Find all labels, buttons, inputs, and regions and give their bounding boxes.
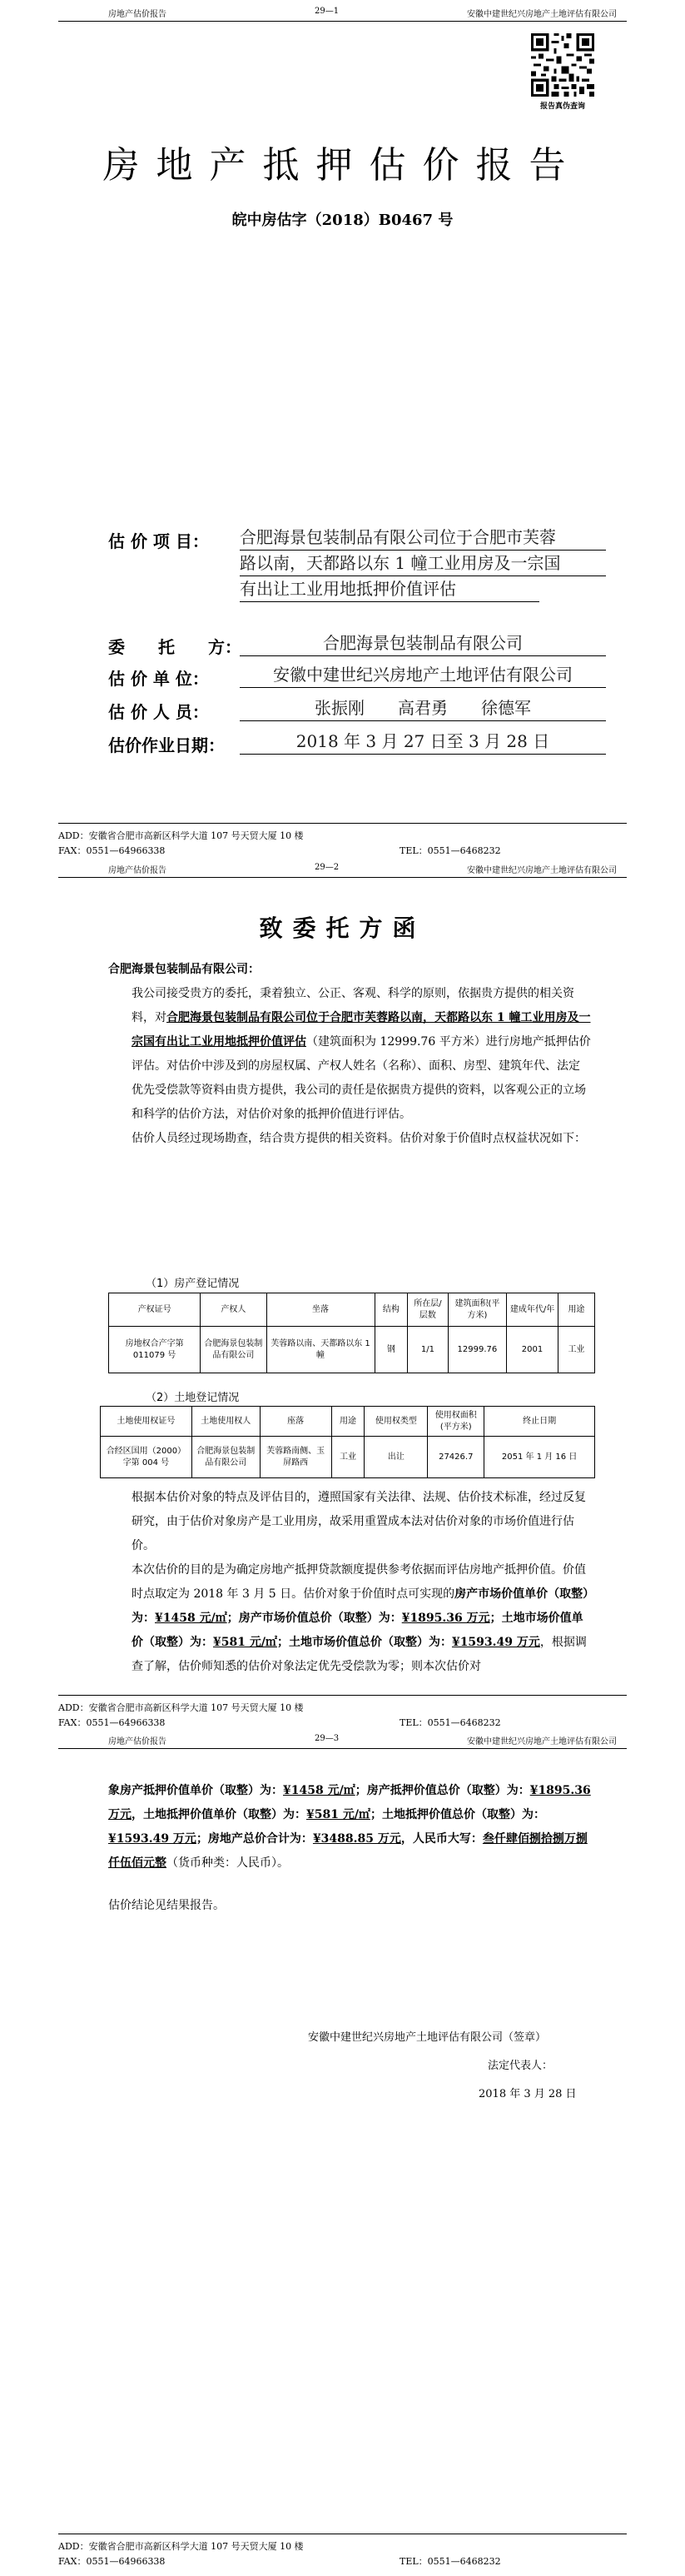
table-header-cell: 产权证号 [109, 1293, 201, 1327]
conclusion-paragraph: 象房产抵押价值单价（取整）为：¥1458 元/㎡；房产抵押价值总价（取整）为：¥1895.36 万元，土地抵押价值单价（取整）为：¥581 元/㎡；土地抵押价值总价（取整）为：¥1593.49 万元；房地产总价合计为：¥3488.85 万元，人民币大写：叁仟肆佰捌拾捌万捌仟伍佰元整（货币种类：人民币）。 估价结论见结果报告。 [108, 1779, 591, 1918]
letter-salutation: 合肥海景包装制品有限公司： [108, 963, 260, 976]
header-page-number: 29—3 [315, 1734, 340, 1743]
table-header-cell: 终止日期 [484, 1407, 595, 1437]
land-registration-table [100, 1406, 595, 1478]
table-cell: 12999.76 [448, 1327, 507, 1373]
project-line: 路以南，天都路以东 1 幢工业用房及一宗国 [240, 551, 606, 576]
header-page-number: 29—2 [315, 863, 340, 872]
qr-caption: 报告真伪查询 [539, 102, 585, 111]
letter-body-continued [108, 1486, 591, 1679]
footer-address: ADD：安徽省合肥市高新区科学大道 107 号天贸大厦 10 楼 [58, 1702, 304, 1713]
table-header-row [109, 1293, 595, 1327]
table-header-cell: 使用权类型 [365, 1407, 428, 1437]
header-page-number: 29—1 [315, 7, 340, 16]
qr-code-icon[interactable] [531, 33, 594, 97]
house-registration-table [108, 1293, 595, 1373]
page-header [58, 2, 627, 22]
footer-address: ADD：安徽省合肥市高新区科学大道 107 号天贸大厦 10 楼 [58, 830, 304, 841]
table-header-cell: 座落 [260, 1407, 331, 1437]
land-table-caption: （2）土地登记情况 [146, 1392, 240, 1404]
value-highlight: 叁仟肆佰捌拾捌万捌仟伍佰元整 [108, 1832, 588, 1870]
table-header-cell: 结构 [375, 1293, 408, 1327]
header-left: 房地产估价报告 [108, 1737, 166, 1746]
page-footer [58, 1695, 627, 1731]
table-cell: 工业 [558, 1327, 594, 1373]
table-header-cell: 产权人 [201, 1293, 266, 1327]
letter-title: 致委托方函 [259, 914, 426, 942]
value-highlight: ¥1458 元/㎡ [155, 1612, 227, 1625]
table-cell: 1/1 [408, 1327, 448, 1373]
value-highlight: ¥1895.36 万元 [401, 1612, 490, 1625]
table-cell: 2051 年 1 月 16 日 [484, 1437, 595, 1478]
footer-fax: FAX：0551—64966338 [58, 845, 166, 856]
signature-representative: 法定代表人： [488, 2060, 553, 2072]
value-highlight: ¥1593.49 万元 [108, 1832, 196, 1846]
table-header-cell: 用途 [558, 1293, 594, 1327]
letter-paragraph: 我公司接受贵方的委托，秉着独立、公正、客观、科学的原则，依据贵方提供的相关资料，对合肥海景包装制品有限公司位于合肥市芙蓉路以南，天都路以东 1 幢工业用房及一宗国有出让工业用地抵押价值评估（建筑面积为 12999.76 平方米）进行房地产抵押估价评估。对估价中涉及到的房屋权属、产权人姓名（名称）、面积、房型、建筑年代、法定优先受偿款等资料由贵方提供，我公司的责任是依据贵方提供的资料，以客观公正的立场和科学的估价方法，对估价对象的抵押价值进行评估。 [132, 987, 591, 1121]
project-value [240, 525, 606, 602]
page-footer [58, 2534, 627, 2569]
period-label: 估价作业日期： [108, 735, 225, 755]
table-cell: 合肥海景包装制品有限公司 [191, 1437, 260, 1478]
footer-address: ADD：安徽省合肥市高新区科学大道 107 号天贸大厦 10 楼 [58, 2541, 304, 2552]
table-cell: 芙蓉路以南、天都路以东 1 幢 [266, 1327, 375, 1373]
letter-project-name: 合肥海景包装制品有限公司位于合肥市芙蓉路以南，天都路以东 1 幢工业用房及一宗国有出让工业用地抵押价值评估 [132, 1011, 591, 1049]
table-header-cell: 建筑面积(平方米) [448, 1293, 507, 1327]
footer-fax: FAX：0551—64966338 [58, 2556, 166, 2567]
letter-body [108, 958, 591, 1151]
table-header-cell: 用途 [331, 1407, 365, 1437]
staff-label: 估 价 人 员： [108, 702, 209, 722]
appraiser-label: 估 价 单 位： [108, 669, 209, 689]
table-header-row [101, 1407, 595, 1437]
table-cell: 芙蓉路南侧、玉屏路西 [260, 1437, 331, 1478]
table-row [109, 1327, 595, 1373]
project-line: 有出让工业用地抵押价值评估 [240, 576, 539, 602]
value-highlight: ¥1458 元/㎡ [283, 1784, 355, 1797]
value-highlight: ¥3488.85 万元 [312, 1832, 401, 1846]
page-header [58, 858, 627, 878]
table-cell: 钢 [375, 1327, 408, 1373]
header-right: 安徽中建世纪兴房地产土地评估有限公司 [467, 866, 617, 875]
client-label: 委 托 方： [108, 637, 241, 657]
table-cell: 房地权合产字第 011079 号 [109, 1327, 201, 1373]
table-cell: 27426.7 [428, 1437, 484, 1478]
header-left: 房地产估价报告 [108, 866, 166, 875]
table-header-cell: 所在层/层数 [408, 1293, 448, 1327]
table-cell: 工业 [331, 1437, 365, 1478]
footer-tel: TEL：0551—6468232 [400, 1717, 501, 1728]
footer-fax: FAX：0551—64966338 [58, 1717, 166, 1728]
value-highlight: ¥581 元/㎡ [306, 1808, 370, 1821]
cover-title: 房地产抵押估价报告 [102, 144, 583, 187]
table-header-cell: 坐落 [266, 1293, 375, 1327]
table-header-cell: 土地使用权人 [191, 1407, 260, 1437]
report-number: 皖中房估字（2018）B0467 号 [231, 212, 454, 229]
footer-tel: TEL：0551—6468232 [400, 2556, 501, 2567]
client-value: 合肥海景包装制品有限公司 [240, 630, 606, 656]
period-value: 2018 年 3 月 27 日至 3 月 28 日 [240, 729, 606, 755]
signature-company: 安徽中建世纪兴房地产土地评估有限公司（签章） [308, 2031, 547, 2044]
see-report-note: 估价结论见结果报告。 [108, 1899, 225, 1912]
value-highlight: ¥581 元/㎡ [213, 1636, 277, 1649]
header-right: 安徽中建世纪兴房地产土地评估有限公司 [467, 10, 617, 19]
header-right: 安徽中建世纪兴房地产土地评估有限公司 [467, 1737, 617, 1746]
appraiser-value: 安徽中建世纪兴房地产土地评估有限公司 [240, 662, 606, 688]
letter-paragraph: 根据本估价对象的特点及评估目的，遵照国家有关法律、法规、估价技术标准，经过反复研究，由于估价对象房产是工业用房，故采用重置成本法对估价对象的市场价值进行估价。 [132, 1491, 586, 1552]
table-row [101, 1437, 595, 1478]
table-header-cell: 土地使用权证号 [101, 1407, 192, 1437]
table-cell: 合经区国用（2000）字第 004 号 [101, 1437, 192, 1478]
house-table-caption: （1）房产登记情况 [146, 1278, 240, 1290]
letter-paragraph: 本次估价的目的是为确定房地产抵押贷款额度提供参考依据而评估房地产抵押价值。价值时点取定为 2018 年 3 月 5 日。估价对象于价值时点可实现的房产市场价值单价（取整）为：¥1458 元/㎡；房产市场价值总价（取整）为：¥1895.36 万元；土地市场价值单价（取整）为：¥581 元/㎡；土地市场价值总价（取整）为：¥1593.49 万元，根据调查了解，估价师知悉的估价对象法定优先受偿款为零；则本次估价对 [132, 1563, 589, 1673]
header-left: 房地产估价报告 [108, 10, 166, 19]
project-label: 估 价 项 目： [108, 531, 209, 551]
table-header-cell: 使用权面积(平方米) [428, 1407, 484, 1437]
letter-paragraph: 估价人员经过现场勘查，结合贵方提供的相关资料。估价对象于价值时点权益状况如下： [132, 1132, 586, 1145]
value-highlight: ¥1895.36 万元 [108, 1784, 591, 1821]
staff-value: 张振刚 高君勇 徐德军 [240, 695, 606, 721]
signature-date: 2018 年 3 月 28 日 [479, 2088, 577, 2100]
page-footer [58, 823, 627, 859]
page-header [58, 1729, 627, 1749]
table-cell: 合肥海景包装制品有限公司 [201, 1327, 266, 1373]
footer-tel: TEL：0551—6468232 [400, 845, 501, 856]
value-highlight: ¥1593.49 万元 [451, 1636, 540, 1649]
table-cell: 2001 [507, 1327, 558, 1373]
project-line: 合肥海景包装制品有限公司位于合肥市芙蓉 [240, 525, 606, 551]
table-cell: 出让 [365, 1437, 428, 1478]
table-header-cell: 建成年代/年 [507, 1293, 558, 1327]
